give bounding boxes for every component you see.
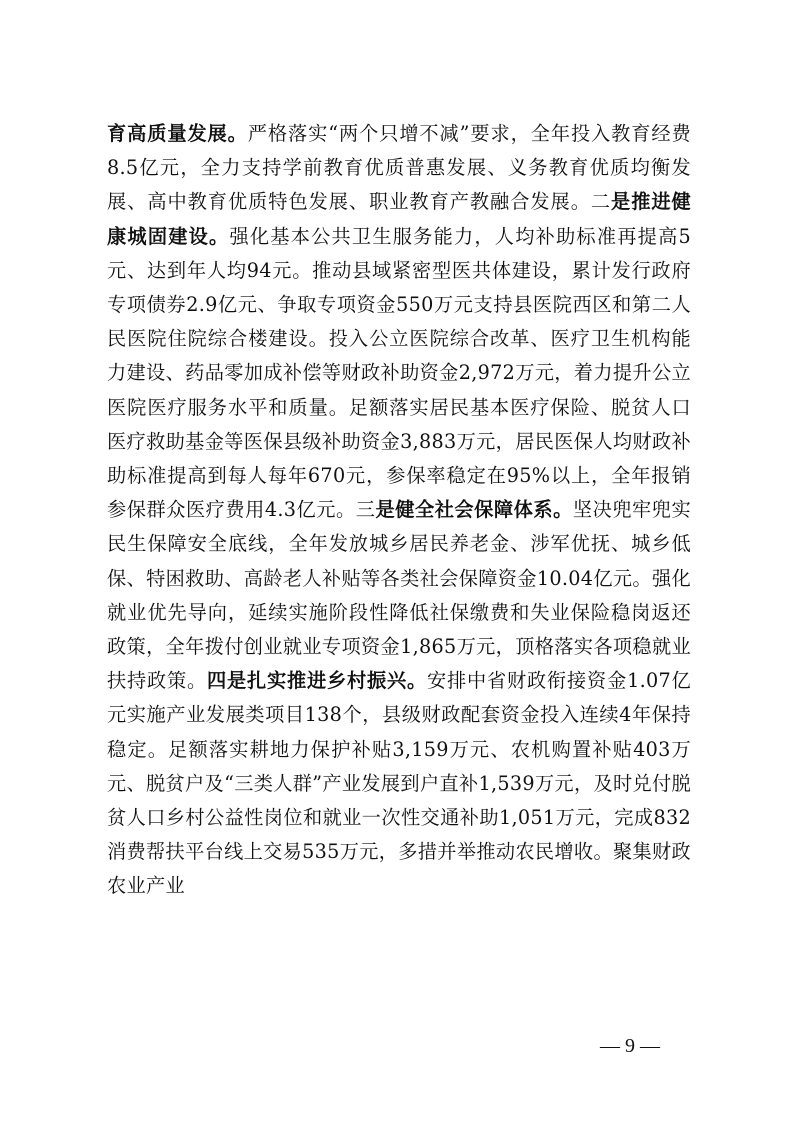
text-run-3: 坚决兜牢兜实民生保障安全底线，全年发放城乡居民养老金、涉军优抚、城乡低保、特困救助、高龄老人补贴等各类社会保障资金10.04亿元。强化就业优先导向，延续实施阶段性降低社保缴费和失业保险稳岗返还政策，全年拨付创业就业专项资金1,865万元，顶格落实各项稳就业扶持政策。 xyxy=(107,498,692,693)
bold-phrase-4: 四是扎实推进乡村振兴。 xyxy=(207,669,428,693)
text-run-4: 安排中省财政衔接资金1.07亿元实施产业发展类项目138个，县级财政配套资金投入连续4年保持稳定。足额落实耕地力保护补贴3,159万元、农机购置补贴403万元、脱贫户及“三类人群”产业发展到户直补1,539万元，及时兑付脱贫人口乡村公益性岗位和就业一次性交通补助1,051万元，完成832消费帮扶平台线上交易535万元，多措并举推动农民增收。聚集财政农业产业 xyxy=(107,669,691,898)
page-number: — 9 — xyxy=(600,1035,660,1057)
bold-phrase-3: 是健全社会保障体系。 xyxy=(375,498,573,522)
text-run-1: 严格落实“两个只增不减”要求，全年投入教育经费8.5亿元，全力支持学前教育优质普惠发展、义务教育优质均衡发展、高中教育优质特色发展、职业教育产教融合发展。二 xyxy=(107,122,691,214)
bold-phrase-1: 育高质量发展。 xyxy=(107,122,248,145)
text-run-2: 强化基本公共卫生服务能力，人均补助标准再提高5元、达到年人均94元。推动县域紧密型医共体建设，累计发行政府专项债券2.9亿元、争取专项资金550万元支持县医院西区和第二人民医院住院综合楼建设。投入公立医院综合改革、医疗卫生机构能力建设、药品零加成补偿等财政补助资金2,972万元，着力提升公立医院医疗服务水平和质量。足额落实居民基本医疗保险、脱贫人口医疗救助基金等医保县级补助资金3,883万元，居民医保人均财政补助标准提高到每人每年670元，参保率稳定在95%以上，全年报销参保群众医疗费用4.3亿元。三 xyxy=(107,224,691,522)
bold-phrase-2: 是推进健康城固建设。 xyxy=(107,190,692,248)
body-paragraph xyxy=(107,117,691,904)
